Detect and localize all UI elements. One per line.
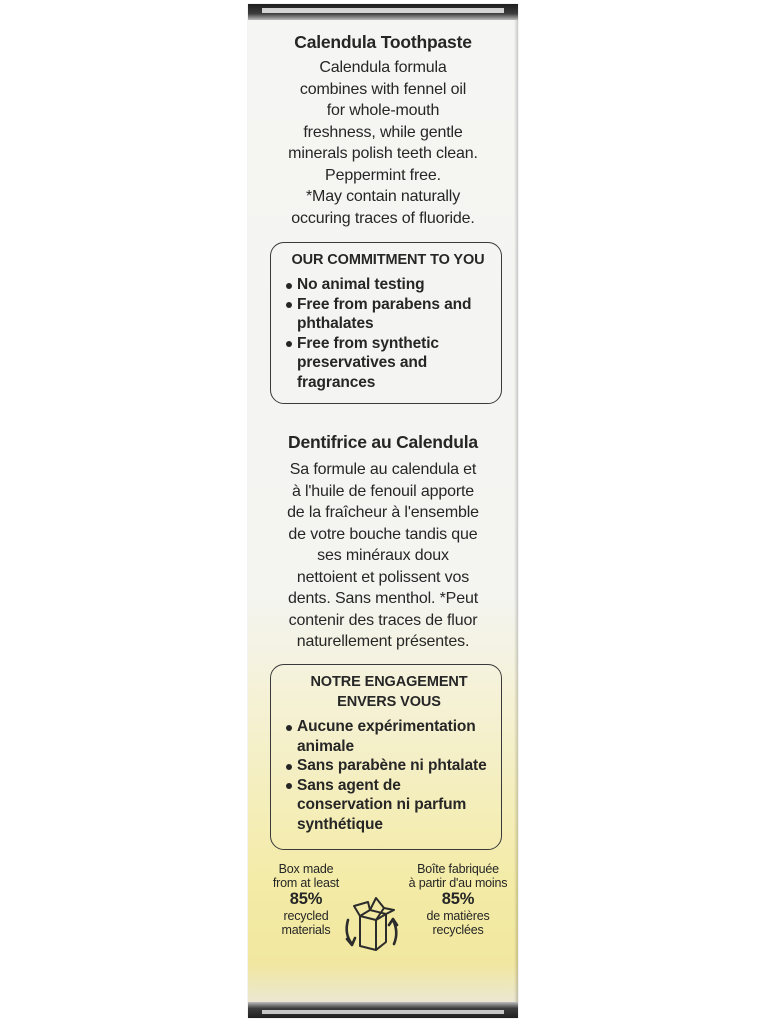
bullet-icon [286,302,292,308]
english-line: occuring traces of fluoride. [291,209,475,227]
commitment-item [281,717,497,756]
commitment-line: fragrances [297,373,376,391]
bullet-icon [286,725,292,731]
french-line: Sa formule au calendula et [289,461,477,478]
commitment-line: Free from parabens and [297,295,472,313]
recycling-text: recyclées [432,923,484,937]
english-line: *May contain naturally [305,188,461,205]
french-line: de votre bouche tandis que [288,525,478,543]
commitment-item [281,275,495,295]
english-line: Peppermint free. [325,166,441,184]
french-line: contenir des traces de fluor [288,611,478,629]
english-line: combines with fennel oil [299,80,467,98]
english-line: freshness, while gentle [303,123,463,141]
english-line: Calendula formula [319,59,447,76]
commitment-item [281,334,495,393]
french-line: nettoient et polissent vos [296,568,470,586]
french-line: de la fraîcheur à l'ensemble [287,504,479,521]
french-line: dents. Sans menthol. *Peut [288,590,478,607]
bullet-icon [286,783,292,789]
french-line: naturellement présentes. [296,633,470,650]
toothpaste-box-side-panel [248,4,518,1018]
english-line: minerals polish teeth clean. [288,145,478,162]
bullet-icon [286,341,292,347]
english-description [248,57,518,229]
recycling-percent: 85% [289,890,323,908]
commitment-line: Aucune expérimentation [297,718,476,735]
commitment-title-line: ENVERS VOUS [337,694,441,710]
english-line: for whole-mouth [326,102,440,119]
recycled-box-icon [340,894,402,954]
commitment-line: conservation ni parfum [297,796,467,813]
commitment-title-line: NOTRE ENGAGEMENT [310,674,468,690]
recycling-text: Boîte fabriquée [417,862,499,876]
commitment-title: OUR COMMITMENT TO YOU [291,252,485,268]
commitment-line: Sans agent de [297,776,401,794]
english-title: Calendula Toothpaste [294,32,472,52]
recycling-text: recycled [283,909,329,923]
box-bottom-edge [248,1002,518,1018]
french-line: ses minéraux doux [317,547,449,564]
bullet-icon [286,283,292,289]
french-title: Dentifrice au Calendula [288,432,478,452]
box-top-edge [248,4,518,20]
recycling-claim-french [398,862,518,937]
commitment-line: preservatives and [297,354,428,371]
commitment-panel-english [270,242,502,404]
commitment-line: Free from synthetic [297,334,439,352]
commitment-line: animale [297,737,355,755]
commitment-line: phthalates [297,315,374,332]
commitment-line: synthétique [297,815,383,833]
recycling-text: from at least [272,876,340,890]
commitment-panel-french [270,664,502,850]
recycling-text: à partir d'au moins [408,876,508,890]
commitment-item [281,776,497,835]
recycling-text: Box made [278,862,334,876]
french-description [248,459,518,653]
recycling-text: materials [281,923,331,937]
recycling-percent: 85% [441,890,475,908]
commitment-line: No animal testing [297,276,425,293]
bullet-icon [286,764,292,770]
commitment-item [281,756,497,776]
commitment-line: Sans parabène ni phtalate [297,757,487,774]
french-line: à l'huile de fenouil apporte [291,482,475,500]
recycling-text: de matières [426,909,490,923]
commitment-item [281,295,495,334]
